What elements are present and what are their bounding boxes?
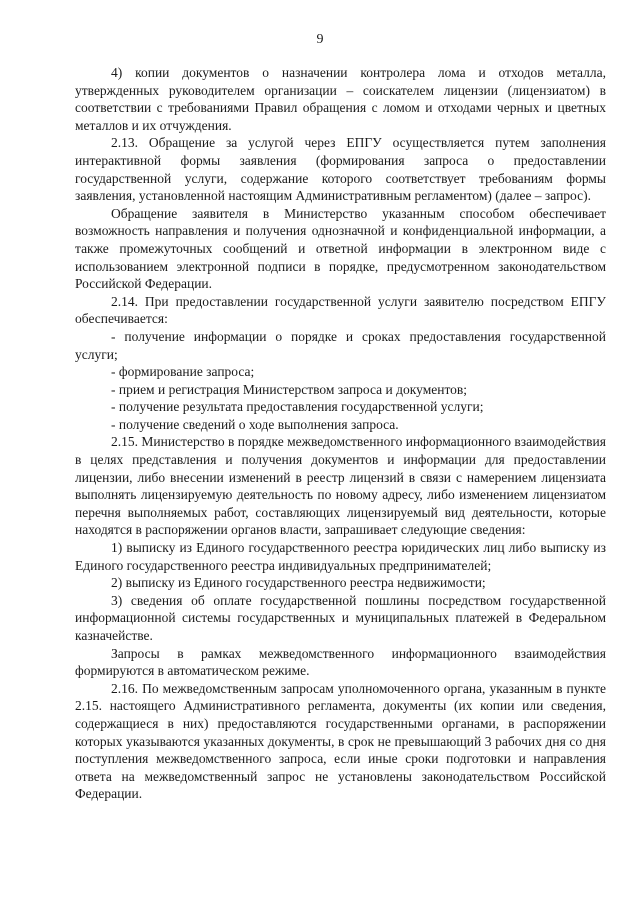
paragraph-fee-payment: 3) сведения об оплате государственной пошлины посредством государственной информационной системы государственных и муниципальных платежей в Федеральном казначействе. [75, 592, 606, 643]
paragraph-2-15: 2.15. Министерство в порядке межведомственного информационного взаимодействия в целях представления и получения документов и информации для предоставлении лицензии, либо внесении изменений в реестр лицензий в связи с намерением лицензиата выполнять лицензируемую деятельность по новому адресу, либо изменением лицензиатом перечня выполняемых работ, составляющих лицензируемый вид деятельности, которые находятся в распоряжении органов власти, запрашивает следующие сведения: [75, 434, 606, 538]
document-body [75, 64, 606, 803]
list-item-registration: - прием и регистрация Министерством запроса и документов; [111, 381, 468, 397]
paragraph-extract-egrul: 1) выписку из Единого государственного реестра юридических лиц либо выписку из Единого государственного реестра индивидуальных предпринимателей; [75, 540, 606, 573]
paragraph-extract-egrn: 2) выписку из Единого государственного реестра недвижимости; [111, 575, 486, 591]
list-item-info: - получение информации о порядке и сроках предоставления государственной услуги; [75, 328, 606, 362]
paragraph-applicant-request: Обращение заявителя в Министерство указанным способом обеспечивает возможность направления и получения однозначной и конфиденциальной информации, а также промежуточных сообщений и ответной информации в электронном виде с использованием электронной подписи в порядке, предусмотренном законодательством Российской Федерации. [75, 205, 606, 292]
paragraph-item-4-documents: 4) копии документов о назначении контролера лома и отходов металла, утвержденных руководителем организации – соискателем лицензии (лицензиатом) в соответствии с требованиями Правил обращения с ломом и отходами черных и цветных металлов и их отчуждения. [75, 65, 606, 133]
page-number: 9 [316, 32, 324, 47]
paragraph-2-16: 2.16. По межведомственным запросам уполномоченного органа, указанным в пункте 2.15. настоящего Административного регламента, документы (их копии или сведения, содержащиеся в них) предоставляются государственными органами, в распоряжении которых указываются указанных документы, в срок не превышающий 3 рабочих дня со дня поступления межведомственного запроса, если иные сроки подготовки и направления ответа на межведомственный запрос не установлены законодательством Российской Федерации. [75, 680, 606, 802]
list-item-result: - получение результата предоставления государственной услуги; [111, 399, 484, 415]
paragraph-2-13: 2.13. Обращение за услугой через ЕПГУ осуществляется путем заполнения интерактивной формы заявления (формирования запроса о предоставлении государственной услуги, содержание которого соответствует требованиям формы заявления, установленной настоящим Административным регламентом) (далее – запрос). [75, 135, 606, 204]
paragraph-auto-requests: Запросы в рамках межведомственного информационного взаимодействия формируются в автоматическом режиме. [75, 645, 606, 679]
paragraph-2-14: 2.14. При предоставлении государственной услуги заявителю посредством ЕПГУ обеспечивается: [75, 293, 606, 327]
list-item-request-forming: - формирование запроса; [111, 364, 255, 380]
list-item-status: - получение сведений о ходе выполнения запроса. [111, 416, 399, 432]
